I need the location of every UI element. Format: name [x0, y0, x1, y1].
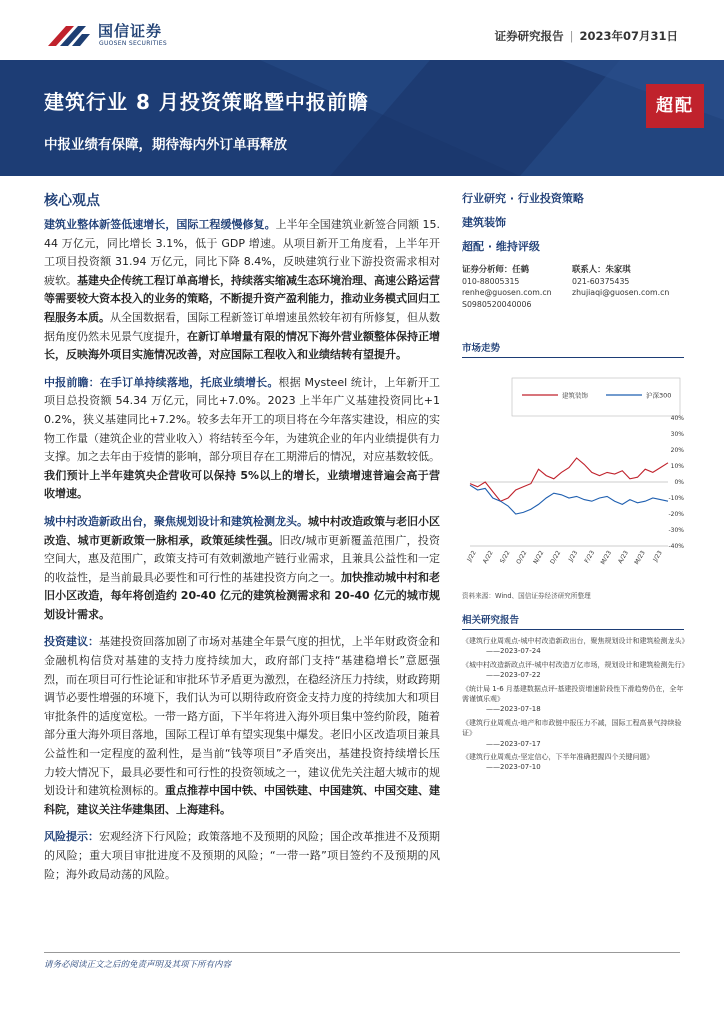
- banner-decoration: [0, 60, 724, 176]
- core-views-heading: 核心观点: [44, 193, 100, 209]
- x-tick-label: A/23: [616, 549, 630, 565]
- x-tick-label: M/23: [599, 549, 614, 566]
- report-type: 证券研究报告: [494, 29, 564, 43]
- related-report-title: 《城中村改造新政点评-城中村改造万亿市场，规划设计和建筑检测先行》: [462, 660, 689, 669]
- x-tick-label: J/22: [465, 549, 478, 563]
- paragraph-risk-warning: 风险提示：宏观经济下行风险；政策落地不及预期的风险；国企改革推进不及预期的风险；重大项目审批进度不及预期的风险；“一带一路”项目签约不及预期的风险；海外政局动荡的风险。: [44, 830, 440, 881]
- x-tick-label: F/23: [583, 549, 597, 565]
- related-report-date: ——2023-07-17: [486, 739, 541, 748]
- related-report-date: ——2023-07-18: [486, 705, 541, 714]
- analyst-contact: 联系人：朱家琪 021-60375435 zhujiaqi@guosen.com.cn: [572, 264, 670, 298]
- x-tick-label: D/22: [549, 549, 563, 566]
- report-subtitle: 中报业绩有保障，期待海内外订单再释放: [44, 137, 287, 153]
- x-tick-label: N/22: [532, 549, 546, 566]
- y-tick-label: -30%: [668, 527, 684, 535]
- related-report-title: 《建筑行业周观点-城中村改造新政出台，聚焦规划设计和建筑检测龙头》: [462, 637, 689, 645]
- analyst-phone: 010-88005315: [462, 276, 520, 286]
- related-report-date: ——2023-07-24: [486, 647, 541, 656]
- title-banner: [0, 60, 724, 176]
- sidebar-category: 行业研究 · 行业投资策略: [462, 192, 584, 205]
- report-title: 建筑行业 8 月投资策略暨中报前瞻: [44, 90, 369, 114]
- related-report-title: 《统计局 1-6 月基建数据点评-基建投资增速阶段性下滑趋势仍在，全年需谨慎乐观》: [462, 684, 684, 704]
- sidebar-rating: 超配 · 维持评级: [462, 240, 540, 253]
- core-views: [44, 190, 440, 893]
- analyst-email[interactable]: renhe@guosen.com.cn: [462, 288, 552, 298]
- footer-divider: [44, 952, 680, 953]
- related-report-item[interactable]: [462, 636, 689, 657]
- report-date: 2023年07月31日: [579, 29, 678, 43]
- related-report-item[interactable]: [462, 684, 686, 715]
- legend-label-1: 建筑装饰: [562, 391, 588, 400]
- page-header: [0, 0, 724, 60]
- y-tick-label: -20%: [668, 511, 684, 519]
- related-reports-heading: 相关研究报告: [462, 612, 684, 630]
- analyst-cert: S0980520040006: [462, 299, 532, 309]
- company-name-en: GUOSEN SECURITIES: [99, 40, 168, 47]
- y-tick-label: 10%: [670, 463, 684, 471]
- market-trend-svg: [462, 360, 690, 590]
- analyst-info: [462, 264, 690, 340]
- related-report-date: ——2023-07-10: [486, 763, 541, 772]
- contact-phone: 021-60375435: [572, 276, 630, 286]
- sidebar: [462, 190, 690, 776]
- series-line-1: [470, 458, 668, 501]
- x-tick-label: M/23: [633, 549, 647, 566]
- guosen-logo-mark-icon: [46, 22, 92, 48]
- y-tick-label: 20%: [670, 447, 684, 455]
- y-tick-label: 40%: [670, 415, 684, 423]
- paragraph-urban-village: 城中村改造新政出台，聚焦规划设计和建筑检测龙头。城中村改造政策与老旧小区改造、城市更新政策一脉相承，政策延续性强。旧改/城市更新覆盖范围广，投资空间大，惠及范围广，政策支持可有效刺激地产链行业需求，且兼具公益性和一定的收益性，是当前最具必要性和可行性的基建投资方向之一。加快推动城中村和老旧小区改造，每年将创造约 20-40 亿元的建筑检测需求和 20-40 亿元的城市规划设计需求。: [44, 514, 440, 621]
- market-trend-heading: 市场走势: [462, 340, 684, 358]
- disclaimer-note: 请务必阅读正文之后的免责声明及其项下所有内容: [44, 960, 232, 970]
- rating-badge: 超配: [646, 84, 704, 128]
- y-tick-label: -40%: [668, 543, 684, 551]
- report-meta: 证券研究报告 | 2023年07月31日: [494, 29, 678, 43]
- x-tick-label: O/22: [515, 549, 529, 566]
- x-tick-label: S/22: [498, 549, 512, 565]
- y-tick-label: 0%: [674, 479, 684, 487]
- paragraph-construction-orders: 建筑业整体新签低速增长，国际工程缓慢修复。上半年全国建筑业新签合同额 15.44 万亿元，同比增长 3.1%，低于 GDP 增速。从项目新开工角度看，上半年开工项目投资额 31.94 万亿元，同比下降 8.4%，反映建筑行业下游投资需求相对疲软。基建央企传统工程订单高增长，持续落实缩减生态环境治理、高速公路运营等需要较大资本投入的业务的策略，不断提升资产盈利能力，推动业务模式回归工程服务本质。从全国数据看，国际工程新签订单增速虽然较年初有所修复，但从数据角度仍然未见景气度提升，在新订单增量有限的情况下海外营业额整体保持正增长，反映海外项目实施情况改善，对应国际工程收入和业绩结转有望提升。: [44, 218, 440, 362]
- x-tick-label: J/23: [651, 549, 664, 563]
- related-report-title: 《建筑行业周观点-坚定信心，下半年准确把握四个关键问题》: [462, 753, 654, 762]
- y-tick-label: -10%: [668, 495, 684, 503]
- sidebar-industry: 建筑装饰: [462, 216, 506, 229]
- related-report-item[interactable]: [462, 752, 686, 773]
- y-tick-label: 30%: [670, 431, 684, 439]
- related-report-date: ——2023-07-22: [486, 671, 541, 680]
- x-tick-label: J/23: [567, 549, 580, 563]
- chart-source: 资料来源：Wind、国信证券经济研究所整理: [462, 592, 591, 600]
- x-tick-label: A/22: [481, 549, 495, 565]
- related-report-item[interactable]: [462, 718, 686, 749]
- related-reports-list: [462, 636, 690, 773]
- company-name-cn: 国信证券: [98, 22, 163, 40]
- paragraph-midyear-preview: 中报前瞻：在手订单持续落地，托底业绩增长。根据 Mysteel 统计，上年新开工项目总投资额 54.34 万亿元，同比+7.0%。2023 上半年广义基建投资同比+10.2%，狭义基建同比+7.2%。较多去年开工的项目将在今年落实建设，相应的实物工作量（建筑企业的营业收入）将结转至今年，为建筑企业的年内业绩提供有力支撑。加之去年由于疫情的影响，部分项目存在工期滞后的情况，对应基数较低。我们预计上半年建筑央企营收可以保持 5%以上的增长，业绩增速普遍会高于营收增速。: [44, 375, 440, 501]
- related-report-item[interactable]: [462, 660, 689, 681]
- related-report-title: 《建筑行业周观点-地产和市政链中报压力不减，国际工程高景气持续验证》: [462, 718, 682, 738]
- market-trend-chart: [462, 360, 690, 590]
- contact-email[interactable]: zhujiaqi@guosen.com.cn: [572, 288, 670, 298]
- paragraph-investment-advice: 投资建议：基建投资回落加剧了市场对基建全年景气度的担忧，上半年财政资金和金融机构信贷对基建的支持力度持续加大，政府部门支持“基建稳增长”意愿强烈，而在项目可行性论证和审批环节矛盾更为激烈，在稳经济压力持续，财政跨期调节必要性增强的环境下，我们认为可以期待政府资金支持力度的持续加大和项目审批条件的适度宽松。一带一路方面，下半年将进入海外项目集中签约阶段，随着部分重大海外项目落地，国际工程订单有望实现集中爆发。老旧小区改造项目兼具公益性和一定程度的盈利性，是当前“钱等项目”矛盾突出，基建投资持续增长压力较大情况下，最具必要性和可行性的投资领域之一，建议优先关注超大城市的规划设计和建筑检测标的。重点推荐中国中铁、中国铁建、中国建筑、中国交建、建科院，建议关注华建集团、上海建科。: [44, 635, 440, 816]
- analyst-primary: 证券分析师：任鹤 010-88005315 renhe@guosen.com.cn S0980520040006: [462, 264, 552, 309]
- guosen-logo: [46, 20, 196, 52]
- legend-label-2: 沪深300: [646, 391, 672, 400]
